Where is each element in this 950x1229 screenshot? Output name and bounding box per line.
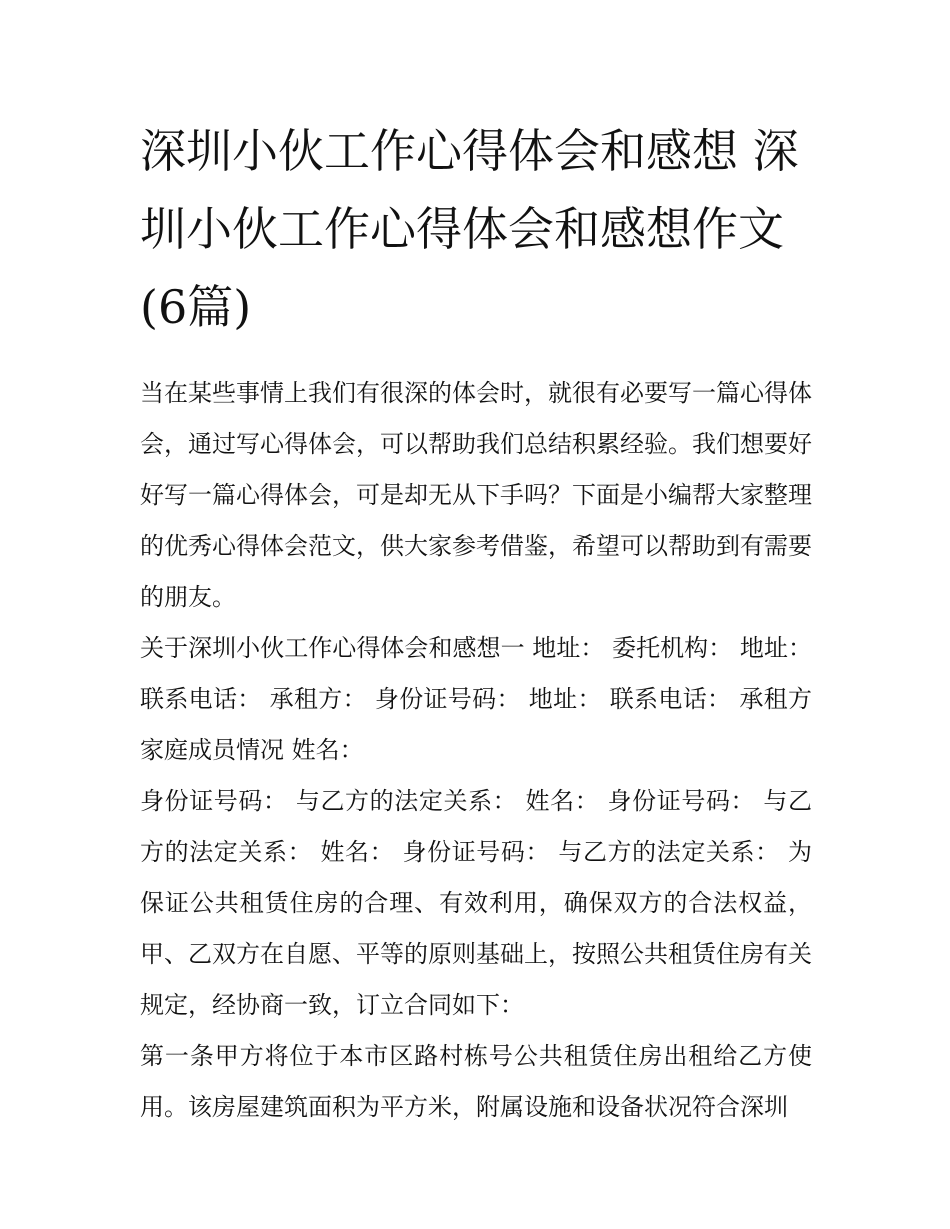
document-page <box>140 112 812 1133</box>
article-one-paragraph: 第一条甲方将位于本市区路村栋号公共租赁住房出租给乙方使用。该房屋建筑面积为平方米，附属设施和设备状况符合深圳 <box>140 1042 812 1121</box>
contract-parties-paragraph: 关于深圳小伙工作心得体会和感想一 地址： 委托机构： 地址： 联系电话： 承租方： 身份证号码： 地址： 联系电话： 承租方家庭成员情况 姓名： <box>140 634 812 764</box>
intro-paragraph: 当在某些事情上我们有很深的体会时，就很有必要写一篇心得体会，通过写心得体会，可以帮助我们总结积累经验。我们想要好好写一篇心得体会，可是却无从下手吗？下面是小编帮大家整理的优秀心得体会范文，供大家参考借鉴，希望可以帮助到有需要的朋友。 <box>140 379 812 611</box>
document-title: 深圳小伙工作心得体会和感想 深圳小伙工作心得体会和感想作文(6篇) <box>140 124 799 334</box>
family-members-paragraph: 身份证号码： 与乙方的法定关系： 姓名： 身份证号码： 与乙方的法定关系： 姓名： 身份证号码： 与乙方的法定关系： 为保证公共租赁住房的合理、有效利用，确保双方的合法权益，甲、乙双方在自愿、平等的原则基础上，按照公共租赁住房有关规定，经协商一致，订立合同如下： <box>140 787 812 1019</box>
